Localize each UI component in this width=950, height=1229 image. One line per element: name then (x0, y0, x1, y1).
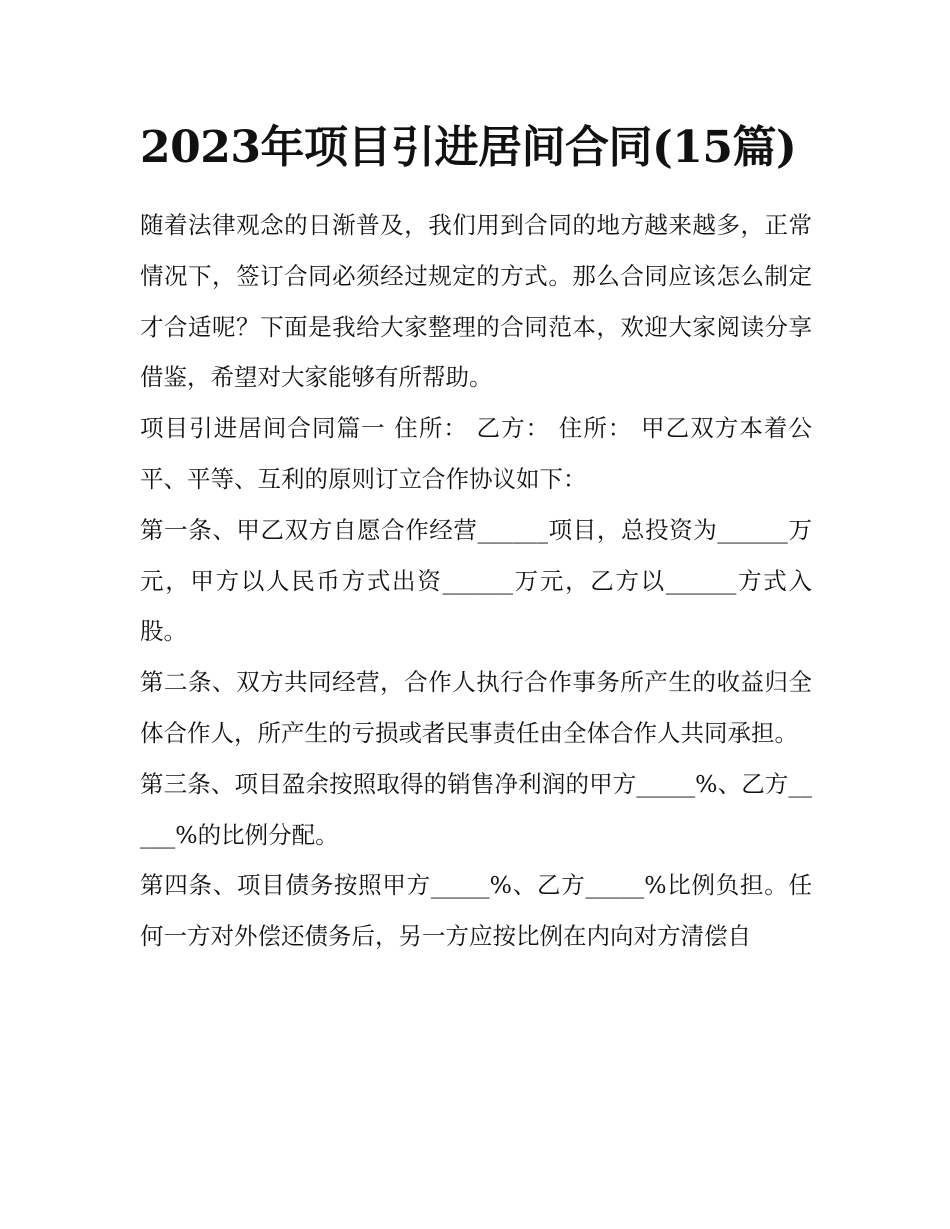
article-4-paragraph: 第四条、项目债务按照甲方_____%、乙方_____%比例负担。任何一方对外偿还债务后，另一方应按比例在内向对方清偿自 (140, 871, 812, 951)
document-title: 2023年项目引进居间合同(15篇) (140, 122, 797, 173)
article-1-paragraph: 第一条、甲乙双方自愿合作经营______项目，总投资为______万元，甲方以人民币方式出资______万元，乙方以______方式入股。 (140, 515, 812, 646)
contract-heading-paragraph: 项目引进居间合同篇一 住所： 乙方： 住所： 甲乙双方本着公平、平等、互利的原则订立合作协议如下： (140, 414, 812, 493)
article-3-paragraph: 第三条、项目盈余按照取得的销售净利润的甲方_____%、乙方_____%的比例分配。 (140, 769, 812, 849)
article-2-paragraph: 第二条、双方共同经营，合作人执行合作事务所产生的收益归全体合作人，所产生的亏损或者民事责任由全体合作人共同承担。 (140, 668, 812, 747)
intro-paragraph: 随着法律观念的日渐普及，我们用到合同的地方越来越多，正常情况下，签订合同必须经过规定的方式。那么合同应该怎么制定才合适呢？下面是我给大家整理的合同范本，欢迎大家阅读分享借鉴，希望对大家能够有所帮助。 (140, 211, 812, 392)
document-page (140, 110, 812, 962)
